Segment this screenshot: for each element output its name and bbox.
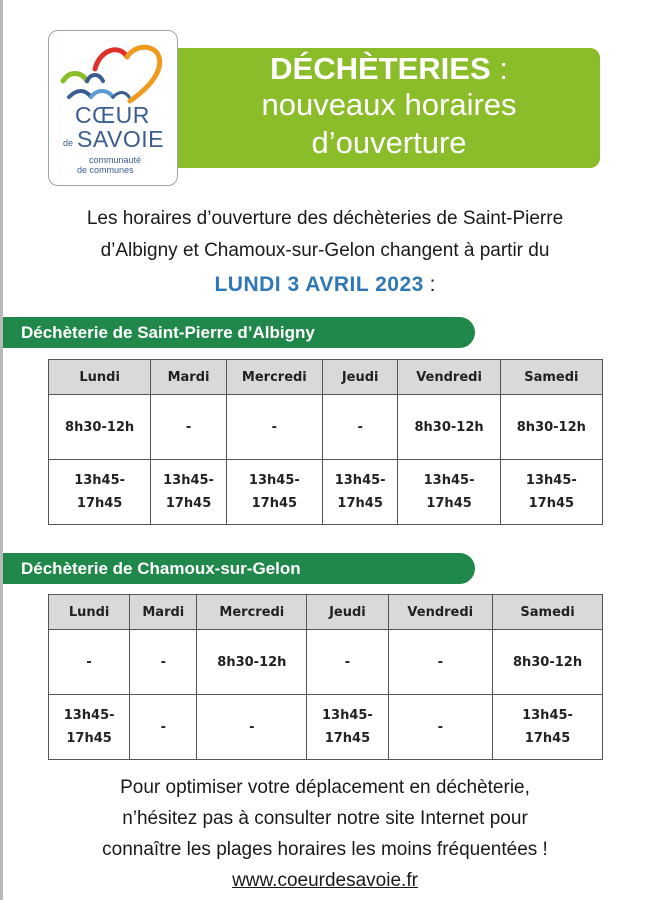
- day-header: Mardi: [151, 360, 227, 395]
- day-header: Mardi: [130, 595, 197, 630]
- title-bold: DÉCHÈTERIES: [270, 51, 491, 86]
- date-colon: :: [423, 273, 436, 296]
- logo-subtitle-1: communauté: [89, 155, 142, 165]
- afternoon-start: 13h45-: [525, 473, 577, 488]
- title-banner: [178, 48, 600, 168]
- title-line-2: nouveaux horaires: [261, 87, 517, 122]
- section-header-chamoux: Déchèterie de Chamoux-sur-Gelon: [3, 553, 475, 584]
- morning-cell: 8h30-12h: [493, 630, 603, 695]
- day-header: Jeudi: [307, 595, 388, 630]
- afternoon-cell: [49, 460, 151, 525]
- morning-row: [49, 630, 603, 695]
- morning-cell: -: [388, 630, 493, 695]
- morning-cell: -: [226, 395, 322, 460]
- afternoon-cell: [151, 460, 227, 525]
- afternoon-end: 17h45: [251, 496, 298, 511]
- afternoon-start: 13h45-: [248, 473, 300, 488]
- logo-subtitle-2: de communes: [77, 165, 134, 175]
- afternoon-start: 13h45-: [74, 473, 126, 488]
- morning-cell: 8h30-12h: [500, 395, 602, 460]
- intro-text: [30, 203, 620, 302]
- table-header-row: [49, 360, 603, 395]
- afternoon-row: [49, 695, 603, 760]
- afternoon-start: 13h45-: [522, 708, 573, 723]
- heart-logo-icon: [55, 39, 173, 109]
- day-header: Jeudi: [322, 360, 398, 395]
- website-link[interactable]: www.coeurdesavoie.fr: [232, 870, 418, 891]
- day-header: Mercredi: [197, 595, 307, 630]
- afternoon-end: 17h45: [66, 731, 112, 746]
- footer-line-2: n’hésitez pas à consulter notre site Internet pour: [122, 808, 528, 829]
- day-header: Lundi: [49, 360, 151, 395]
- afternoon-cell: [307, 695, 388, 760]
- morning-cell: -: [322, 395, 398, 460]
- afternoon-start: 13h45-: [321, 708, 373, 723]
- morning-cell: -: [49, 630, 130, 695]
- morning-cell: 8h30-12h: [197, 630, 307, 695]
- logo-word-de: de: [63, 138, 74, 148]
- afternoon-end: 17h45: [524, 731, 571, 746]
- afternoon-cell: [322, 460, 398, 525]
- logo-word-savoie: SAVOIE: [77, 126, 164, 152]
- effective-date: LUNDI 3 AVRIL 2023: [214, 273, 424, 296]
- morning-cell: -: [307, 630, 388, 695]
- title-colon: :: [490, 51, 508, 86]
- logo-word-coeur: CŒUR: [75, 102, 150, 128]
- afternoon-cell: [398, 460, 500, 525]
- afternoon-start: 13h45-: [334, 473, 386, 488]
- schedule-table-saint-pierre: [48, 359, 603, 525]
- schedule-table-chamoux: [48, 594, 603, 760]
- day-header: Samedi: [500, 360, 602, 395]
- intro-line-1: Les horaires d’ouverture des déchèteries de Saint-Pierre: [86, 208, 564, 229]
- afternoon-cell: [388, 695, 493, 760]
- day-header: Vendredi: [388, 595, 493, 630]
- afternoon-end: 17h45: [165, 496, 212, 511]
- afternoon-start: -: [437, 719, 443, 735]
- afternoon-start: 13h45-: [163, 473, 214, 488]
- afternoon-end: 17h45: [337, 496, 383, 511]
- afternoon-end: 17h45: [324, 731, 371, 746]
- day-header: Lundi: [49, 595, 130, 630]
- morning-cell: 8h30-12h: [398, 395, 500, 460]
- afternoon-cell: [197, 695, 307, 760]
- afternoon-cell: [500, 460, 602, 525]
- left-border: [0, 0, 3, 900]
- day-header: Mercredi: [226, 360, 322, 395]
- afternoon-end: 17h45: [528, 496, 575, 511]
- intro-date-line: [30, 269, 620, 302]
- afternoon-start: -: [249, 719, 255, 735]
- title-line-3: d’ouverture: [311, 125, 467, 160]
- afternoon-row: [49, 460, 603, 525]
- afternoon-cell: [130, 695, 197, 760]
- coeur-de-savoie-logo: [48, 30, 178, 186]
- morning-cell: -: [151, 395, 227, 460]
- intro-line-2: d’Albigny et Chamoux-sur-Gelon changent à partir du: [100, 240, 550, 261]
- afternoon-cell: [493, 695, 603, 760]
- afternoon-start: -: [160, 719, 167, 735]
- table-header-row: [49, 595, 603, 630]
- afternoon-end: 17h45: [426, 496, 472, 511]
- day-header: Samedi: [493, 595, 603, 630]
- footer-link-line: [30, 865, 620, 896]
- day-header: Vendredi: [398, 360, 500, 395]
- morning-row: [49, 395, 603, 460]
- section-header-saint-pierre: Déchèterie de Saint-Pierre d’Albigny: [3, 317, 475, 348]
- afternoon-end: 17h45: [76, 496, 123, 511]
- afternoon-start: 13h45-: [423, 473, 475, 488]
- afternoon-cell: [226, 460, 322, 525]
- afternoon-cell: [49, 695, 130, 760]
- footer-line-3: connaître les plages horaires les moins fréquentées !: [102, 839, 548, 860]
- morning-cell: 8h30-12h: [49, 395, 151, 460]
- footer-text: [30, 772, 620, 896]
- title-line-1: [178, 52, 600, 86]
- footer-line-1: Pour optimiser votre déplacement en déchèterie,: [120, 777, 530, 798]
- afternoon-start: 13h45-: [63, 708, 115, 723]
- morning-cell: -: [130, 630, 197, 695]
